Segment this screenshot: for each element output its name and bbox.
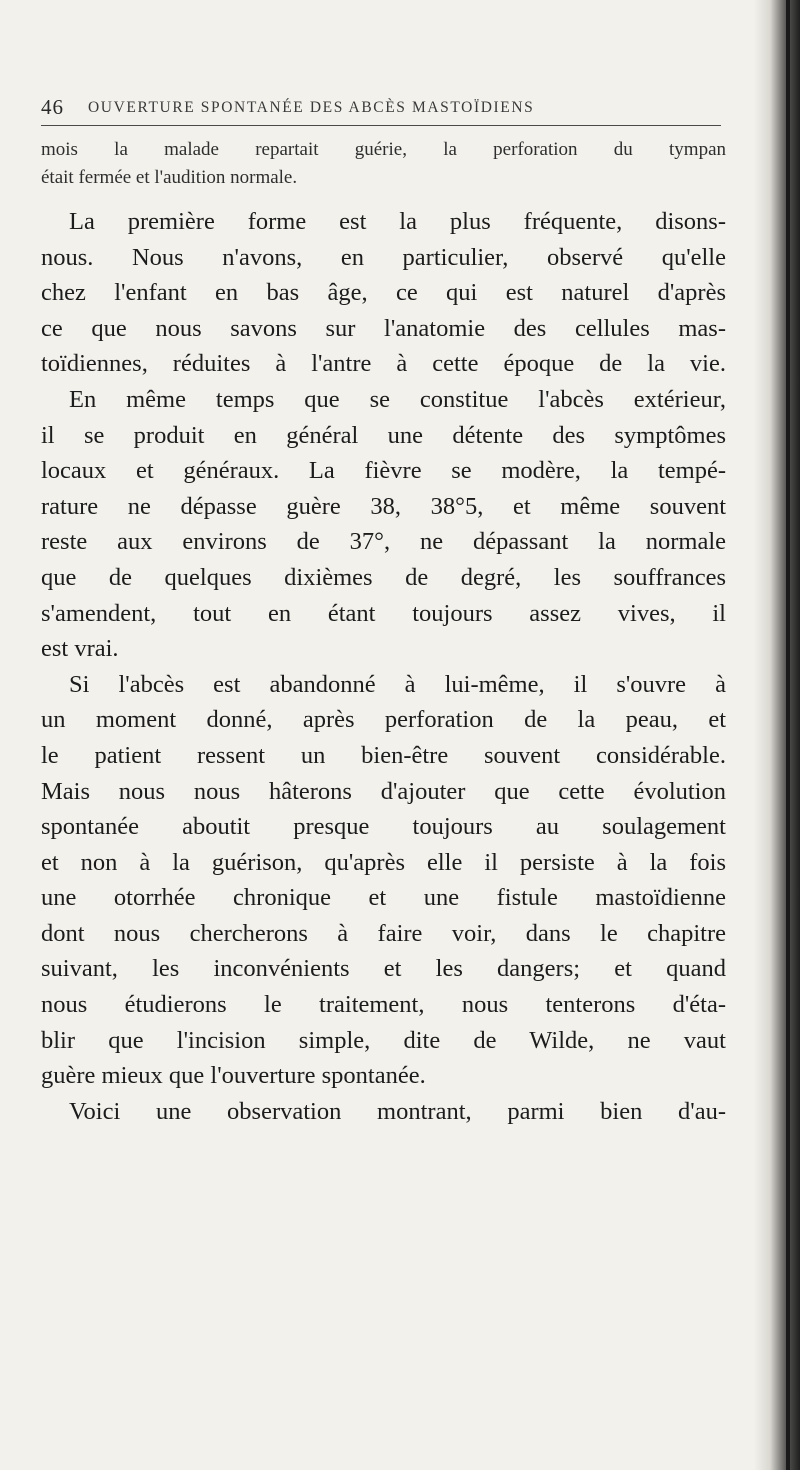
page-number: 46 [41,95,64,119]
text-line: un moment donné, après perforation de la peau, et [41,706,726,734]
text-line: spontanée aboutit presque toujours au soulagement [41,813,726,841]
book-edge-shadow [754,0,800,1470]
book-edge-line [786,0,790,1470]
paragraph-gap [41,192,726,204]
header-rule [41,125,721,126]
text-line: le patient ressent un bien-être souvent considérable. [41,741,726,769]
text-line: blir que l'incision simple, dite de Wilde, ne vaut [41,1026,726,1054]
running-head: OUVERTURE SPONTANÉE DES ABCÈS MASTOÏDIENS [88,99,535,116]
paragraph-first-line: Voici une observation montrant, parmi bien d'au- [69,1097,726,1125]
text-line: rature ne dépasse guère 38, 38°5, et même souvent [41,492,726,520]
text-line: était fermée et l'audition normale. [41,167,298,188]
text-line: il se produit en général une détente des symptômes [41,421,726,449]
text-line: que de quelques dixièmes de degré, les souffrances [41,563,726,591]
paragraph-first-line: En même temps que se constitue l'abcès extérieur, [69,385,726,413]
text-line: nous étudierons le traitement, nous tenterons d'éta- [41,991,726,1019]
paragraph-first-line: Si l'abcès est abandonné à lui-même, il s'ouvre à [69,670,726,698]
paragraph-first-line: La première forme est la plus fréquente, disons- [69,208,726,235]
body-text [41,136,726,1129]
text-line: locaux et généraux. La fièvre se modère, la tempé- [41,457,726,485]
text-line: Mais nous nous hâterons d'ajouter que cette évolution [41,777,726,805]
text-line: mois la malade repartait guérie, la perforation du tympan [41,139,726,160]
text-line: guère mieux que l'ouverture spontanée. [41,1062,426,1090]
text-line: s'amendent, tout en étant toujours assez vives, il [41,599,726,627]
text-line: suivant, les inconvénients et les dangers; et quand [41,955,726,983]
text-line: toïdiennes, réduites à l'antre à cette époque de la vie. [41,350,726,378]
text-line: est vrai. [41,635,119,663]
text-line: ce que nous savons sur l'anatomie des cellules mas- [41,314,726,342]
text-line: nous. Nous n'avons, en particulier, observé qu'elle [41,243,726,271]
text-line: reste aux environs de 37°, ne dépassant la normale [41,528,726,556]
page-header [41,92,721,122]
text-line: dont nous chercherons à faire voir, dans le chapitre [41,919,726,947]
text-line: chez l'enfant en bas âge, ce qui est naturel d'après [41,279,726,307]
text-line: et non à la guérison, qu'après elle il persiste à la fois [41,848,726,876]
text-line: une otorrhée chronique et une fistule mastoïdienne [41,884,726,912]
